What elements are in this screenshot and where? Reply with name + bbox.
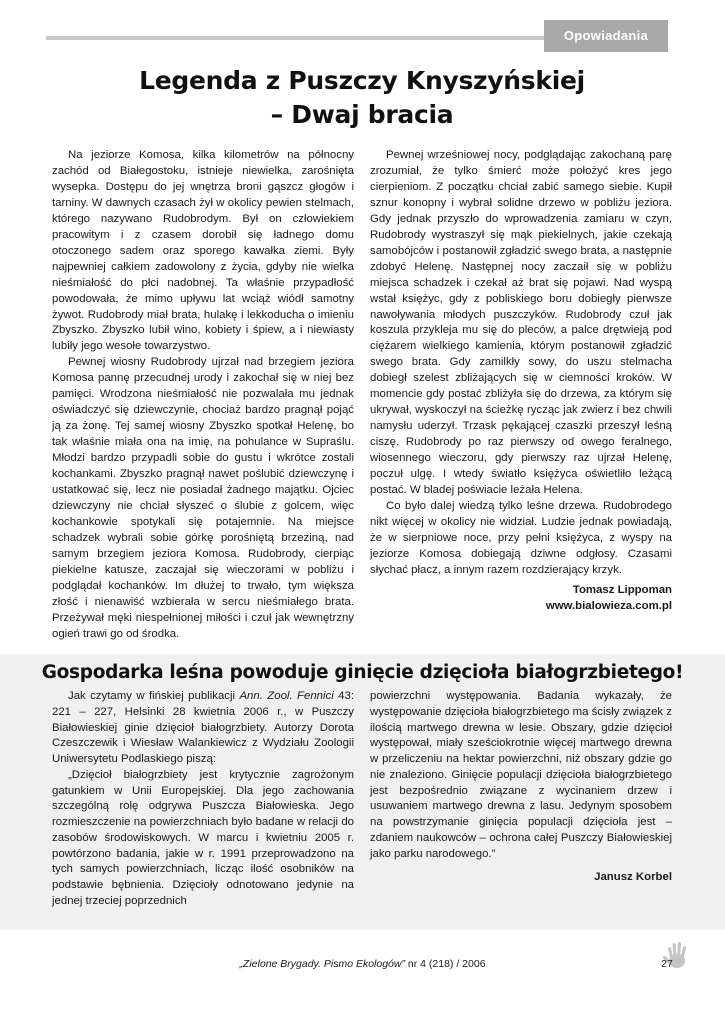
article2-title: Gospodarka leśna powoduje ginięcie dzięcioła białogrzbietego! xyxy=(41,662,684,683)
author-signature: Janusz Korbel xyxy=(594,871,672,884)
page-number: 27 xyxy=(661,958,673,970)
paragraph: Co było dalej wiedzą tylko leśne drzewa. Rudobrodego nikt więcej w okolicy nie widział. Ludzie jednak powiadają, że w sierpniowe noce, przy pełni księżyca, z wyspy na jeziorze Komosa dobiegają dziwne odgłosy. Czasami słychać płacz, a innym razem rozdzierający krzyk. xyxy=(370,499,672,576)
quote-continuation: powierzchni występowania. Badania wykazały, że występowanie dzięcioła białogrzbietego ma ścisły związek z ilością martwego drewna w lesie. Obszary, gdzie dzięcioł występował, miały sześciokrotnie więcej martwego drewna w przeliczeniu na hektar powierzchni, niż obszary gdzie go nie znaleziono. Ginięcie populacji dzięcioła białogrzbietego jest bezpośrednio związane z wycinaniem drzew i usuwaniem martwego drewna z lasu. Jedynym sposobem na powstrzymanie ginięcia populacji dzięcioła jest – zdaniem naukowców – ochrona całej Puszczy Białowieskiej jako parku narodowego.” xyxy=(370,690,672,860)
article-column-left xyxy=(52,148,354,643)
section-rule xyxy=(46,36,544,40)
article-column-right xyxy=(370,148,672,614)
article2-column-left xyxy=(52,689,354,910)
page-footer xyxy=(100,957,625,971)
article-title-line-2: – Dwaj bracia xyxy=(270,100,454,129)
article-title xyxy=(50,64,674,132)
intro-paragraph: Jak czytamy w fińskiej publikacji Ann. Zool. Fennici 43: 221 – 227, Helsinki 28 kwietnia 2006 r., w Puszczy Białowieskiej ginie dzięcioł białogrzbiety. Autorzy Dorota Czeszczewik i Wiesław Walankiewicz z Wydziału Zoologii Uniwersytetu Podlaskiego piszą: xyxy=(52,690,354,765)
journal-title: „Zielone Brygady. Pismo Ekologów” xyxy=(239,958,405,970)
paragraph: Pewnej wrześniowej nocy, podglądając zakochaną parę zrozumiał, że tylko śmierć może położyć kres jego cierpieniom. Z początku chciał zabić samego siebie. Kupił sznur konopny i wybrał solidne drzewo w pobliżu jeziora. Gdy jednak przyszło do wprowadzenia zamiaru w czyn, Rudobrody wystraszył się mąk piekielnych, jakie czekają samobójców i postanowił zgładzić swego brata, a następnie zdobyć Helenę. Następnej nocy zaczaił się w pobliżu miejsca schadzek i czekał aż brat się pojawi. Nad wyspą wstał księżyc, gdy z pobliskiego boru dobiegły pierwsze nawoływania młodych puszczyków. Rudobrody czuł jak koszula przykleja mu się do pleców, a palce drętwieją pod ciężarem wielkiego kamienia, którym postanowił zgładzić swego brata. Gdy zamilkły sowy, do uszu stelmacha dobiegł szelest zbliżających się w ciemności kroków. W momencie gdy postać zbliżyła się do drzewa, za którym się ukrywał, wyskoczył na ścieżkę rycząc jak zwierz i bez chwili namysłu uderzył. Trzask pękającej czaszki przeszył leśną ciszę. Rudobrody po raz pierwszy od owego feralnego, wiosennego wieczoru, gdy pierwszy raz ujrzał Helenę, poczuł ulgę. I wtedy światło księżyca oświetliło leżącą postać. W bladej poświacie leżała Helena. xyxy=(370,149,672,497)
source-link[interactable]: www.bialowieza.com.pl xyxy=(545,599,672,612)
paragraph: Pewnej wiosny Rudobrody ujrzał nad brzegiem jeziora Komosa pannę przecudnej urody i zakochał się w niej bez pamięci. Wrodzona nieśmiałość nie pozwalała mu jednak oświadczyć się dziewczynie, chociaż bardzo pragnął pojąć ją za żonę. Tej samej wiosny Zbyszko spotkał Helenę, bo tak właśnie miała ona na imię, na pohulance w Supraślu. Młodzi bardzo przypadli sobie do gustu i wkrótce zostali kochankami. Zbyszko pragnął nawet poślubić dziewczynę i ustatkować się, lecz nie posiadał żadnego majątku. Ojciec dziewczyny nie chciał słyszeć o ślubie z golcem, więc kochankowie spotykali się potajemnie. Na miejsce schadzek wybrali sobie górkę porośniętą brzeziną, nad samym brzegiem jeziora Komosa. Rudobrody, cierpiąc piekielne katusze, zaczajał się wieczorami w pobliżu i podglądał kochanków. Im dłużej to trwało, tym większa złość i nienawiść wzbierała w sercu nieśmiałego brata. Przeżywał męki niespełnionej miłości i czuł jak wewnętrzny ogień trawi go od środka. xyxy=(52,356,354,640)
author-signature: Tomasz Lippoman xyxy=(572,583,672,596)
issue-number: nr 4 (218) / 2006 xyxy=(404,958,486,970)
quote-paragraph: „Dzięcioł białogrzbiety jest krytycznie zagrożonym gatunkiem w Unii Europejskiej. Dla jego zachowania szczególną rolę odgrywa Puszcza Białowieska. Jego rozmieszczenie na powierzchniach było badane w relacji do zasobów środowiskowych. W marcu i kwietniu 2005 r. powtórzono badania, jakie w r. 1991 przeprowadzono na tych samych powierzchniach, licząc ilość osobników na podstawie bębnienia. Dzięcioły odnotowano jedynie na jednej trzeciej poprzednich xyxy=(52,768,354,907)
journal-name: Ann. Zool. Fennici xyxy=(239,690,334,702)
article2-column-right xyxy=(370,689,672,885)
paragraph: Na jeziorze Komosa, kilka kilometrów na północny zachód od Białegostoku, istnieje niewielka, zarośnięta wysepka. Dostępu do jej wnętrza broni gąszcz głogów i tarniny. W dawnych czasach żył w okolicy pewien stelmach, którego nazywano Rudobrodym. Był on człowiekiem pracowitym i z czasem dorobił się ładnego domu otoczonego sadem oraz sporego kawałka ziemi. Były najpewniej całkiem zadowolony z życia, gdyby nie wielka nieśmiałość do płci nadobnej. Ta właśnie przypadłość powodowała, że mimo upływu lat wciąż wiódł samotny żywot. Rudobrody miał brata, hulakę i lekkoducha o imieniu Zbyszko. Zbyszko lubił wino, kobiety i śpiew, a i niewiasty lubiły jego wesołe towarzystwo. xyxy=(52,149,354,353)
article-title-line-1: Legenda z Puszczy Knyszyńskiej xyxy=(139,66,585,95)
section-label: Opowiadania xyxy=(544,20,668,52)
